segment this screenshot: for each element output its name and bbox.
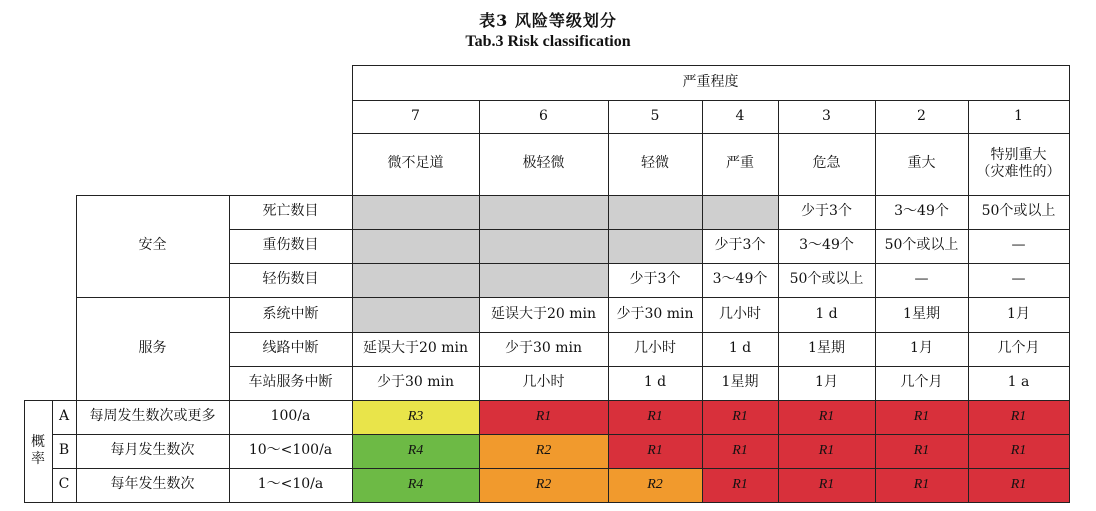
severity-level-number: 3	[822, 107, 831, 124]
risk-level-cell: R1	[968, 434, 1069, 468]
severity-header: 严重程度	[682, 73, 739, 90]
safety-group-label: 安全	[138, 237, 167, 254]
grid-line	[52, 468, 1070, 469]
blank-cell	[479, 195, 608, 229]
severity-level-number: 2	[917, 107, 926, 124]
severity-level-name: 重大	[907, 155, 936, 172]
grid-line	[352, 100, 1070, 101]
grid-line	[229, 332, 1070, 333]
impact-cell: —	[1011, 237, 1026, 254]
grid-line	[479, 100, 480, 503]
grid-line	[608, 100, 609, 503]
blank-cell	[608, 195, 702, 229]
impact-row-label: 线路中断	[262, 340, 319, 357]
impact-cell: 延误大于20 min	[362, 340, 469, 357]
grid-line	[24, 400, 1070, 401]
grid-line	[352, 133, 1070, 134]
blank-cell	[608, 229, 702, 263]
probability-label	[24, 400, 52, 502]
severity-level-number: 7	[411, 107, 420, 124]
impact-cell: —	[1011, 271, 1026, 288]
blank-cell	[702, 195, 778, 229]
probability-label-char: 率	[31, 451, 45, 467]
risk-level-cell: R1	[968, 400, 1069, 434]
impact-cell: —	[914, 271, 929, 288]
probability-frequency: 1～<10/a	[257, 476, 324, 493]
risk-level-cell: R2	[608, 468, 702, 502]
impact-cell: 1星期	[808, 340, 845, 357]
grid-line	[229, 229, 1070, 230]
impact-cell: 几个月	[900, 374, 943, 391]
impact-cell: 少于3个	[801, 203, 852, 220]
impact-cell: 几小时	[634, 340, 676, 357]
impact-cell: 1月	[910, 340, 933, 357]
impact-cell: 1月	[815, 374, 838, 391]
impact-cell: 少于30 min	[376, 374, 455, 391]
probability-description: 每周发生数次或更多	[89, 408, 216, 425]
impact-cell: 3～49个	[799, 237, 854, 254]
impact-row-label: 死亡数目	[262, 203, 319, 220]
table-title-cn: 表3 风险等级划分	[479, 11, 617, 30]
risk-level-cell: R1	[778, 468, 875, 502]
impact-cell: 几个月	[997, 340, 1040, 357]
grid-line	[76, 195, 77, 503]
impact-cell: 少于30 min	[616, 305, 694, 322]
risk-level-cell: R1	[702, 434, 778, 468]
grid-line	[52, 434, 1070, 435]
risk-level-cell: R1	[702, 468, 778, 502]
blank-cell	[479, 263, 608, 297]
blank-cell	[352, 263, 479, 297]
blank-cell	[352, 195, 479, 229]
impact-cell: 延误大于20 min	[490, 305, 597, 322]
risk-level-cell: R4	[352, 434, 479, 468]
probability-code: B	[58, 442, 70, 459]
impact-cell: 少于3个	[714, 237, 766, 254]
severity-level-name	[968, 133, 1069, 195]
impact-cell: 几小时	[719, 305, 761, 322]
risk-level-cell: R1	[778, 400, 875, 434]
impact-cell: 少于30 min	[504, 340, 583, 357]
severity-level-number: 1	[1014, 107, 1023, 124]
grid-line	[352, 65, 353, 503]
grid-line	[229, 195, 230, 503]
grid-line	[76, 195, 1070, 196]
impact-cell: 1 d	[815, 305, 838, 322]
grid-line	[52, 400, 53, 503]
impact-cell: 3～49个	[712, 271, 768, 288]
severity-level-name-line: 特别重大	[990, 146, 1047, 163]
severity-level-number: 6	[539, 107, 548, 124]
grid-line	[875, 100, 876, 503]
probability-label-char: 概	[31, 433, 45, 450]
impact-cell: 3～49个	[894, 203, 949, 220]
severity-level-name: 危急	[812, 155, 841, 172]
blank-cell	[352, 229, 479, 263]
grid-line	[778, 100, 779, 503]
risk-level-cell: R2	[479, 434, 608, 468]
impact-cell: 几小时	[522, 374, 565, 391]
severity-level-name-line: （灾难性的）	[976, 164, 1061, 180]
risk-level-cell: R1	[875, 434, 968, 468]
grid-line	[702, 100, 703, 503]
risk-level-cell: R1	[875, 400, 968, 434]
impact-cell: 1星期	[721, 374, 759, 391]
severity-level-name: 微不足道	[387, 155, 444, 172]
impact-row-label: 重伤数目	[262, 237, 319, 254]
risk-level-cell: R1	[968, 468, 1069, 502]
probability-description: 每年发生数次	[110, 476, 195, 493]
table-top-border	[352, 65, 1070, 66]
impact-cell: 1 d	[728, 340, 752, 357]
probability-description: 每月发生数次	[110, 442, 195, 459]
grid-line	[968, 100, 969, 503]
impact-cell: 1月	[1007, 305, 1030, 322]
table-bottom-border	[24, 502, 1070, 503]
severity-level-name: 轻微	[641, 155, 669, 172]
impact-cell: 1 a	[1007, 374, 1030, 391]
grid-line	[229, 366, 1070, 367]
grid-line	[24, 400, 25, 503]
grid-line	[1069, 65, 1070, 503]
grid-line	[76, 297, 1070, 298]
severity-level-number: 4	[735, 107, 745, 124]
risk-level-cell: R3	[352, 400, 479, 434]
risk-level-cell: R1	[702, 400, 778, 434]
risk-level-cell: R1	[778, 434, 875, 468]
table-title-en: Tab.3 Risk classification	[465, 33, 631, 50]
risk-level-cell: R1	[608, 434, 702, 468]
risk-level-cell: R1	[479, 400, 608, 434]
impact-cell: 1星期	[903, 305, 940, 322]
impact-row-label: 系统中断	[262, 305, 319, 322]
risk-level-cell: R4	[352, 468, 479, 502]
impact-cell: 50个或以上	[884, 237, 959, 254]
impact-row-label: 轻伤数目	[262, 271, 319, 288]
blank-cell	[479, 229, 608, 263]
impact-row-label: 车站服务中断	[248, 374, 333, 391]
impact-cell: 50个或以上	[981, 203, 1056, 220]
risk-level-cell: R2	[479, 468, 608, 502]
severity-level-number: 5	[650, 107, 660, 124]
severity-level-name: 严重	[726, 155, 754, 172]
probability-code: A	[58, 408, 70, 425]
probability-code: C	[58, 476, 70, 493]
impact-cell: 1 d	[643, 374, 667, 391]
risk-level-cell: R1	[875, 468, 968, 502]
severity-level-name: 极轻微	[522, 155, 565, 172]
impact-cell: 50个或以上	[789, 271, 864, 288]
risk-level-cell: R1	[608, 400, 702, 434]
grid-line	[229, 263, 1070, 264]
impact-cell: 少于3个	[629, 271, 681, 288]
probability-frequency: 100/a	[270, 408, 311, 425]
probability-frequency: 10～<100/a	[248, 442, 333, 459]
service-group-label: 服务	[138, 339, 167, 356]
blank-cell	[352, 297, 479, 332]
